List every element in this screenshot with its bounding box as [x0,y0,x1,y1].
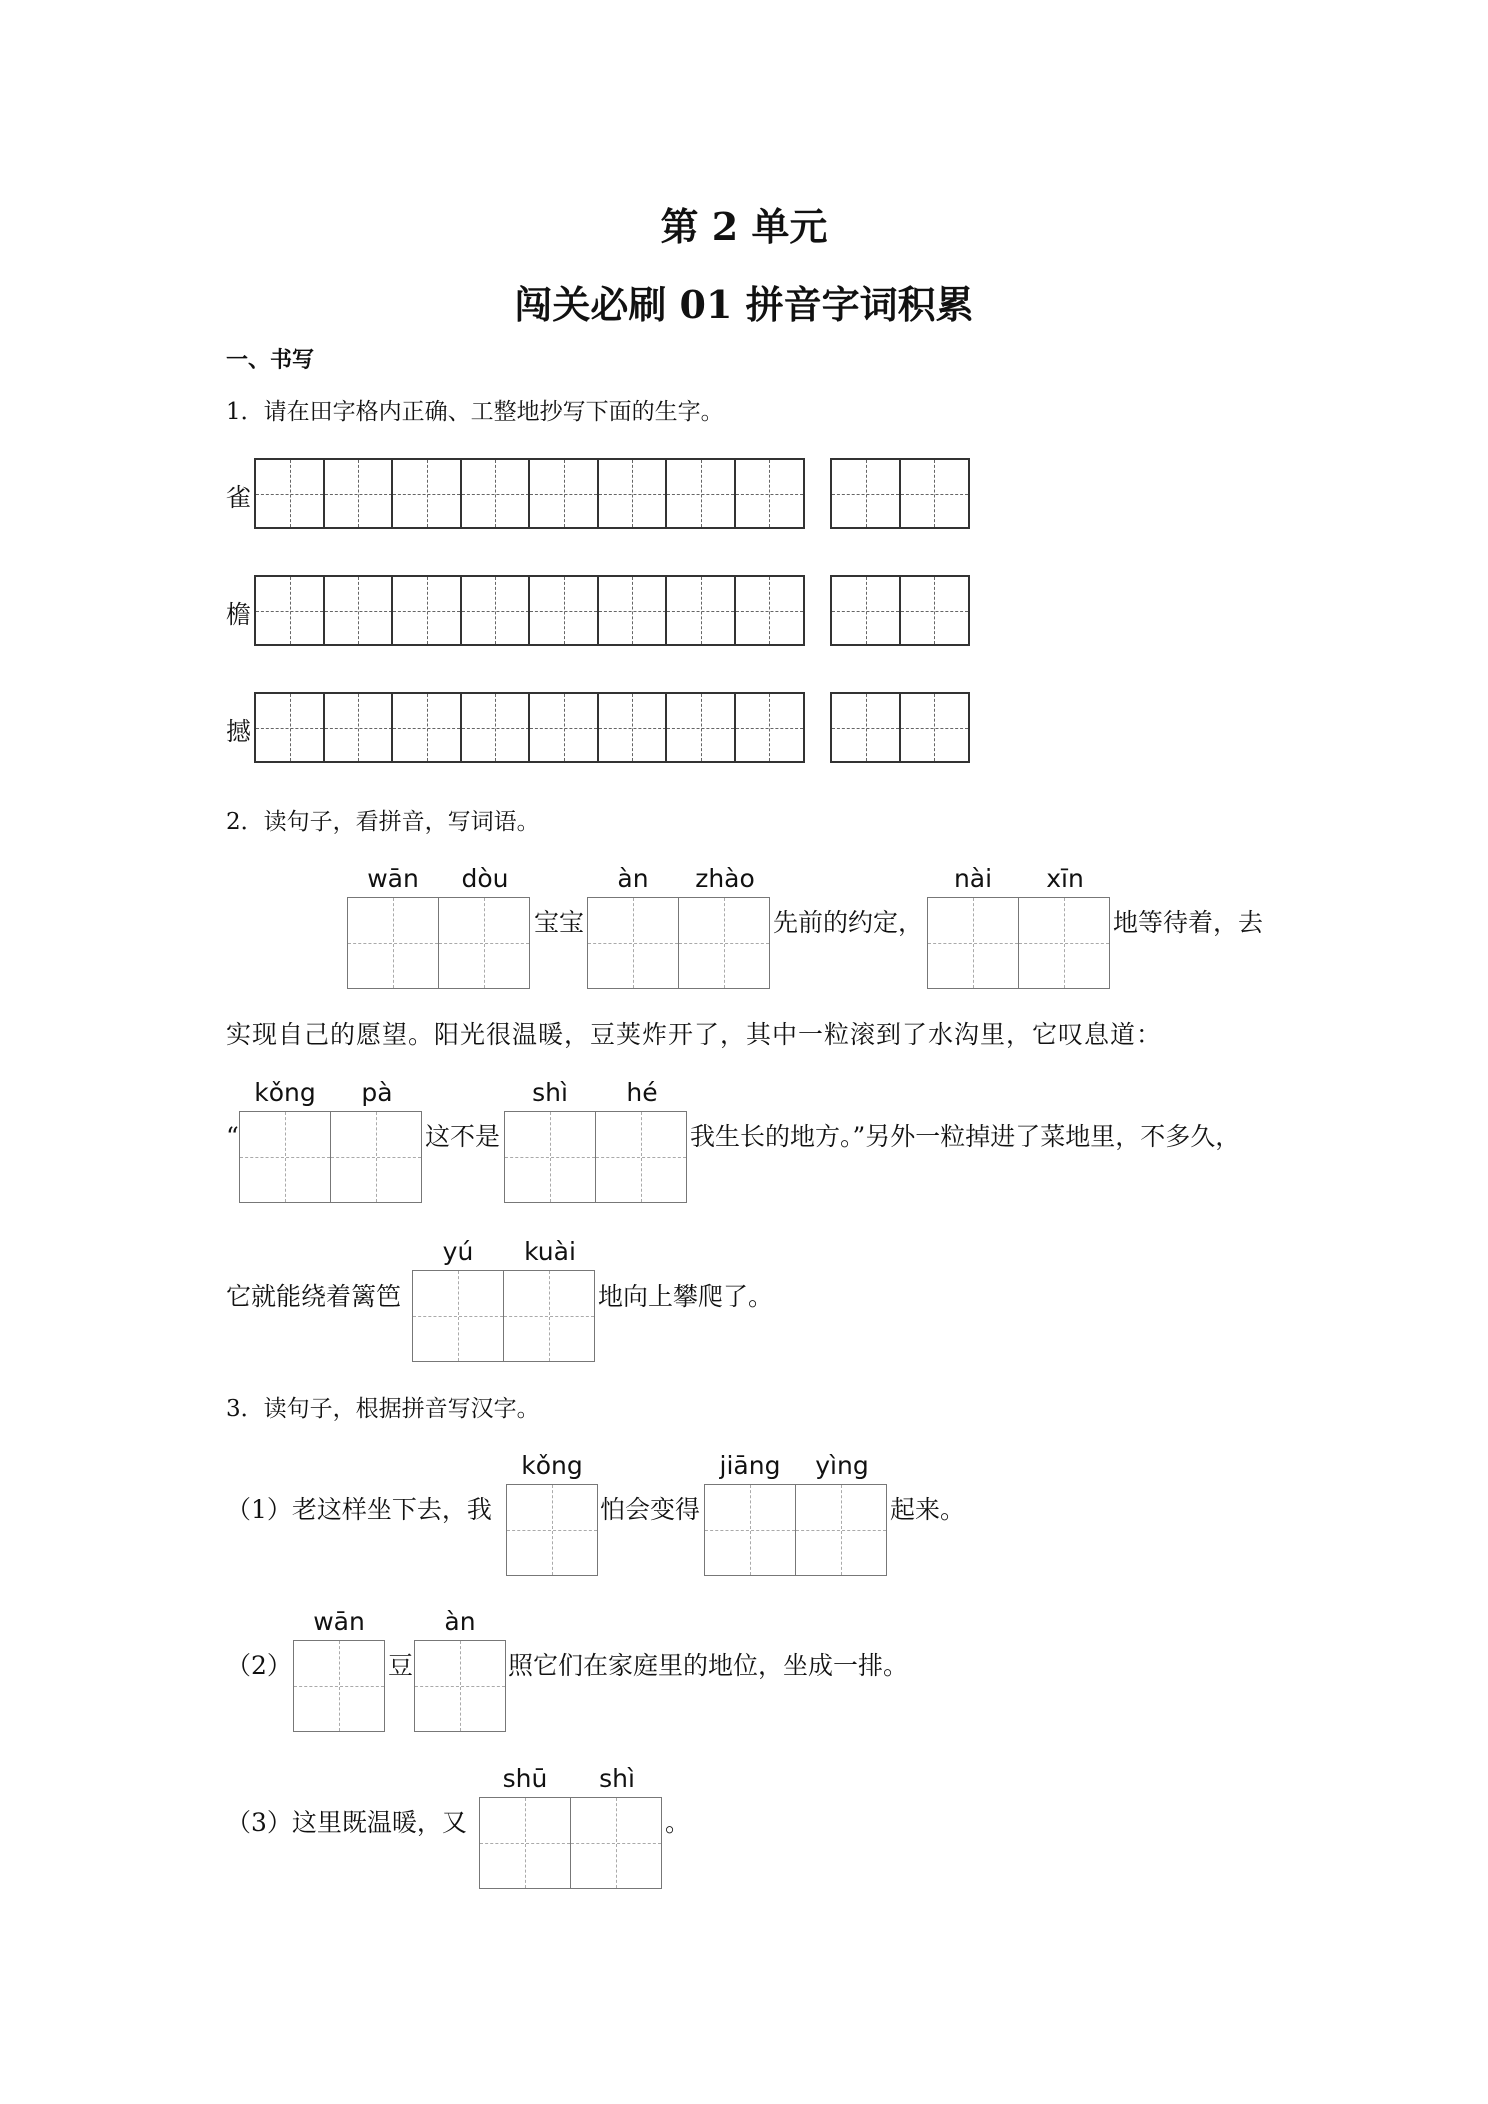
answer-box[interactable] [414,1640,506,1732]
pinyin-kuai: kuài [524,1237,576,1266]
sentence-text: 我生长的地方。”另外一粒掉进了菜地里，不多久， [690,1122,1241,1151]
sentence-text: 宝宝 [534,908,585,937]
answer-box[interactable] [587,897,679,989]
tianzige-cell[interactable] [597,692,668,763]
char-label-han: 撼 [226,717,252,746]
quote-mark: “ [226,1122,239,1151]
answer-box[interactable] [1018,897,1110,989]
tianzige-cell[interactable] [597,575,668,646]
answer-boxes-yukuai[interactable] [412,1270,595,1362]
sentence-text: 地等待着，去 [1113,908,1264,937]
char-label-yan: 檐 [226,600,252,629]
pinyin-kong: kǒng [521,1451,583,1480]
sentence-text: 先前的约定， [773,908,924,937]
tianzige-cell[interactable] [460,458,531,529]
answer-box[interactable] [438,897,530,989]
tianzige-cell[interactable] [899,575,970,646]
sentence-text: 豆 [388,1651,414,1680]
tianzige-cell[interactable] [665,692,736,763]
answer-box[interactable] [293,1640,385,1732]
tianzige-cell[interactable] [323,458,394,529]
tianzige-cell[interactable] [254,458,325,529]
tianzige-row-han[interactable] [254,692,805,763]
answer-box[interactable] [704,1484,796,1576]
unit-title: 第 2 单元 [660,204,828,249]
tianzige-cell[interactable] [734,575,805,646]
tianzige-cell[interactable] [665,458,736,529]
tianzige-cell[interactable] [460,575,531,646]
pinyin-dou: dòu [461,864,509,893]
tianzige-cell[interactable] [830,575,901,646]
tianzige-cell[interactable] [528,692,599,763]
pinyin-jiang: jiāng [719,1451,781,1480]
tianzige-row-que-extra[interactable] [830,458,970,529]
question-3-prompt: 3．读句子，根据拼音写汉字。 [226,1396,540,1422]
sentence-text: （2） [226,1651,292,1680]
pinyin-shi: shì [532,1078,568,1107]
answer-box[interactable] [412,1270,504,1362]
tianzige-cell[interactable] [528,458,599,529]
answer-box[interactable] [479,1797,571,1889]
sentence-text: 起来。 [890,1495,966,1524]
pinyin-wan: wān [367,864,419,893]
section-heading: 一、书写 [226,347,315,373]
answer-box[interactable] [506,1484,598,1576]
pinyin-yu: yú [442,1237,474,1266]
tianzige-cell[interactable] [391,458,462,529]
pinyin-pa: pà [361,1078,393,1107]
tianzige-cell[interactable] [528,575,599,646]
sentence-text: （3）这里既温暖，又 [226,1808,467,1837]
tianzige-cell[interactable] [830,692,901,763]
tianzige-cell[interactable] [597,458,668,529]
answer-box[interactable] [795,1484,887,1576]
sentence-text: 地向上攀爬了。 [598,1282,774,1311]
pinyin-wan: wān [313,1607,365,1636]
tianzige-row-yan[interactable] [254,575,805,646]
tianzige-cell[interactable] [391,692,462,763]
answer-boxes-anzhao[interactable] [587,897,770,989]
tianzige-cell[interactable] [254,692,325,763]
sentence-text: 它就能绕着篱笆 [226,1282,402,1311]
char-label-que: 雀 [226,483,252,512]
answer-box-wan[interactable] [293,1640,385,1732]
sentence-text: （1）老这样坐下去，我 [226,1495,492,1524]
pinyin-ying: yìng [815,1451,869,1480]
answer-box[interactable] [239,1111,331,1203]
pinyin-kong: kǒng [254,1078,316,1107]
answer-box[interactable] [595,1111,687,1203]
pinyin-xin: xīn [1046,864,1084,893]
tianzige-cell[interactable] [899,692,970,763]
answer-box[interactable] [927,897,1019,989]
tianzige-cell[interactable] [391,575,462,646]
tianzige-cell[interactable] [665,575,736,646]
sentence-text: 这不是 [425,1122,501,1151]
answer-boxes-jiangying[interactable] [704,1484,887,1576]
answer-boxes-naixin[interactable] [927,897,1110,989]
sentence-text: 照它们在家庭里的地位，坐成一排。 [508,1651,909,1680]
tianzige-cell[interactable] [323,575,394,646]
answer-box[interactable] [347,897,439,989]
pinyin-nai: nài [953,864,993,893]
answer-box[interactable] [570,1797,662,1889]
tianzige-cell[interactable] [899,458,970,529]
answer-box-kong[interactable] [506,1484,598,1576]
answer-boxes-shihe[interactable] [504,1111,687,1203]
pinyin-an: àn [444,1607,476,1636]
pinyin-shi: shì [599,1764,635,1793]
pinyin-zhao: zhào [695,864,755,893]
answer-box[interactable] [330,1111,422,1203]
question-1-prompt: 1．请在田字格内正确、工整地抄写下面的生字。 [226,399,724,425]
tianzige-row-que[interactable] [254,458,805,529]
pinyin-he: hé [626,1078,658,1107]
tianzige-cell[interactable] [460,692,531,763]
tianzige-row-yan-extra[interactable] [830,575,970,646]
tianzige-cell[interactable] [323,692,394,763]
answer-box-an[interactable] [414,1640,506,1732]
sentence-text: 。 [665,1808,691,1837]
sentence-line: 实现自己的愿望。阳光很温暖，豆荚炸开了，其中一粒滚到了水沟里，它叹息道： [226,1020,1163,1049]
pinyin-an: àn [617,864,649,893]
answer-box[interactable] [504,1111,596,1203]
tianzige-cell[interactable] [830,458,901,529]
answer-box[interactable] [503,1270,595,1362]
tianzige-cell[interactable] [734,692,805,763]
answer-boxes-kongpa[interactable] [239,1111,422,1203]
sentence-text: 怕会变得 [600,1495,701,1524]
pinyin-shu: shū [502,1764,548,1793]
page-title: 闯关必刷 01 拼音字词积累 [514,282,974,327]
answer-box[interactable] [678,897,770,989]
answer-boxes-shushi[interactable] [479,1797,662,1889]
question-2-prompt: 2．读句子，看拼音，写词语。 [226,809,540,835]
tianzige-cell[interactable] [734,458,805,529]
tianzige-cell[interactable] [254,575,325,646]
answer-boxes-wandou[interactable] [347,897,530,989]
tianzige-row-han-extra[interactable] [830,692,970,763]
